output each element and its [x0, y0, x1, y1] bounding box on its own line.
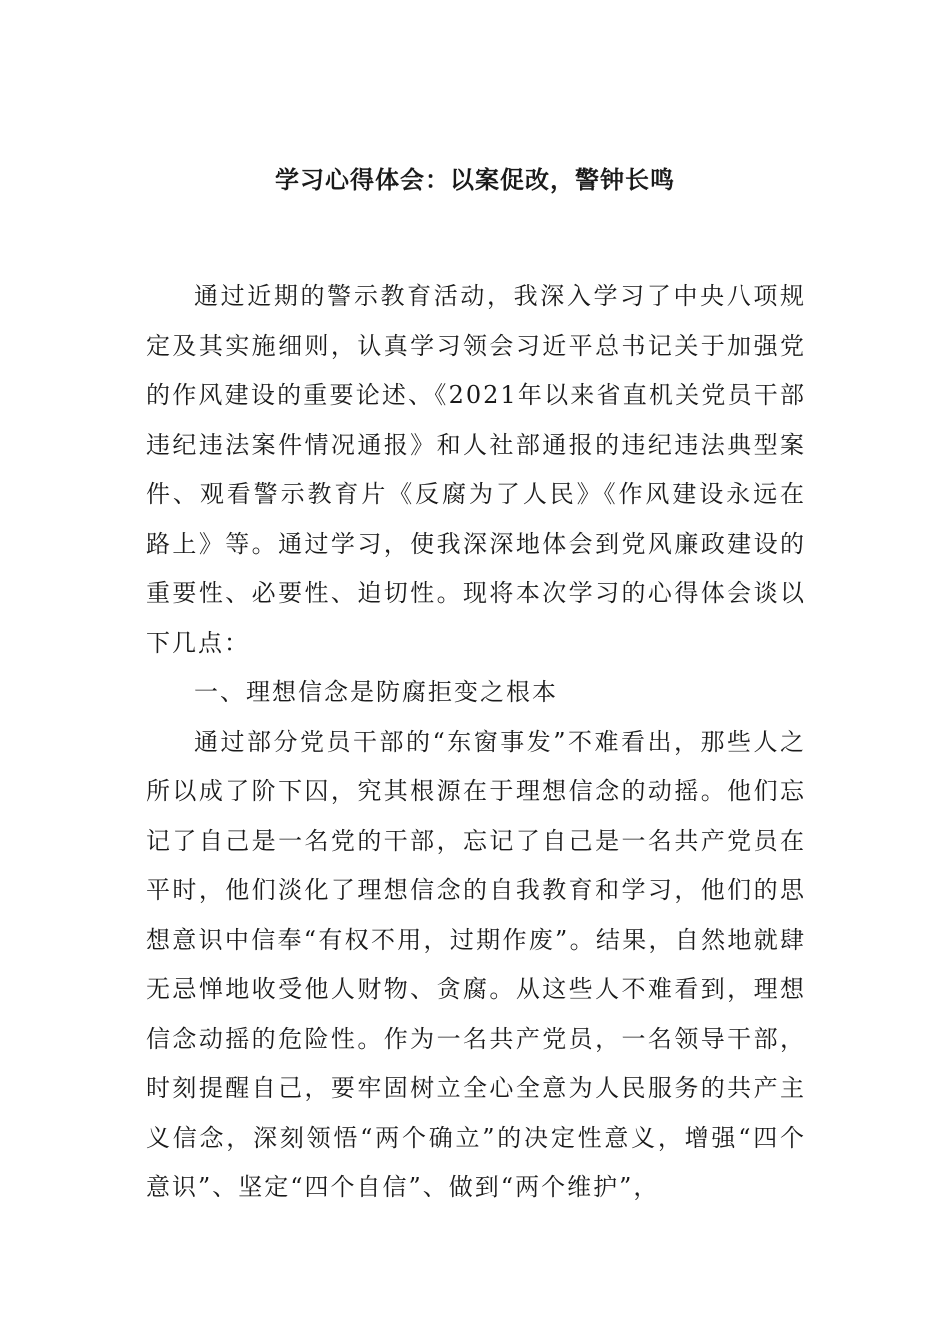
paragraph-intro: 通过近期的警示教育活动，我深入学习了中央八项规定及其实施细则，认真学习领会习近平总书记关于加强党的作风建设的重要论述、《2021年以来省直机关党员干部违纪违法案件情况通报》和人社部通报的违纪违法典型案件、观看警示教育片《反腐为了人民》《作风建设永远在路上》等。通过学习，使我深深地体会到党风廉政建设的重要性、必要性、迫切性。现将本次学习的心得体会谈以下几点： — [146, 282, 806, 657]
section-heading-1: 一、理想信念是防腐拒变之根本 — [194, 678, 558, 706]
document-title: 学习心得体会：以案促改，警钟长鸣 — [275, 165, 675, 194]
paragraph-section-1: 通过部分党员干部的“东窗事发”不难看出，那些人之所以成了阶下囚，究其根源在于理想信念的动摇。他们忘记了自己是一名党的干部，忘记了自己是一名共产党员在平时，他们淡化了理想信念的自我教育和学习，他们的思想意识中信奉“有权不用，过期作废”。结果，自然地就肆无忌惮地收受他人财物、贪腐。从这些人不难看到，理想信念动摇的危险性。作为一名共产党员，一名领导干部，时刻提醒自己，要牢固树立全心全意为人民服务的共产主义信念，深刻领悟“两个确立”的决定性意义，增强“四个意识”、坚定“四个自信”、做到“两个维护”， — [146, 727, 806, 1201]
document-body — [146, 272, 806, 1213]
